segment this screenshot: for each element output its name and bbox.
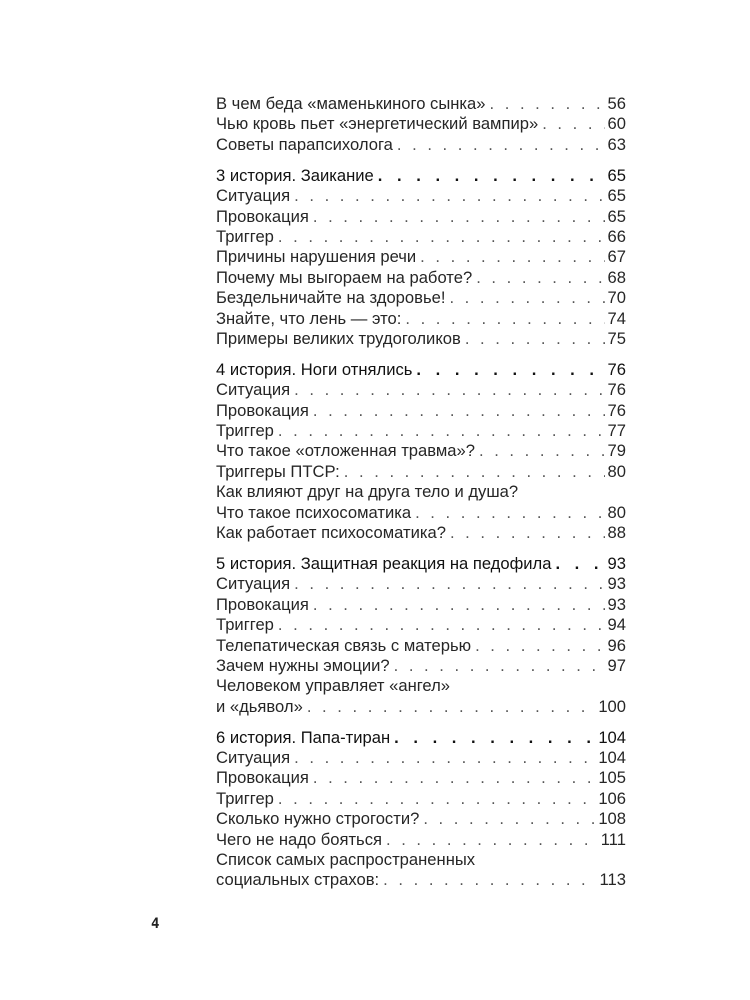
toc-entry — [216, 288, 626, 308]
toc-entry — [216, 207, 626, 227]
toc-entry-page: 67 — [607, 247, 626, 267]
toc-entry — [216, 421, 626, 441]
toc-entry-page: 80 — [607, 461, 626, 481]
toc-entry-title: Ситуация — [216, 186, 291, 206]
leader-dots — [344, 462, 605, 482]
leader-dots — [415, 503, 604, 523]
leader-dots — [386, 830, 598, 850]
toc-entry-title: Триггеры ПТСР: — [216, 461, 340, 481]
toc-entry — [216, 135, 626, 155]
toc-entry-page: 76 — [607, 400, 626, 420]
toc-entry-page: 93 — [607, 574, 626, 594]
toc-entry-title: Триггер — [216, 421, 274, 441]
toc-entry-page: 97 — [607, 655, 626, 675]
toc-entry — [216, 809, 626, 829]
leader-dots — [405, 309, 604, 329]
toc-entry-page: 80 — [607, 502, 626, 522]
toc-entry-page: 108 — [598, 809, 626, 829]
toc-entry-page: 79 — [607, 441, 626, 461]
toc-entry-page: 100 — [598, 696, 626, 716]
leader-dots — [294, 574, 604, 594]
toc-entry — [216, 401, 626, 421]
toc-entry — [216, 768, 626, 788]
toc-entry — [216, 636, 626, 656]
leader-dots — [394, 728, 595, 748]
leader-dots — [313, 595, 605, 615]
toc-entry-title: Почему мы выгораем на работе? — [216, 267, 473, 287]
leader-dots — [294, 748, 595, 768]
leader-dots — [394, 656, 605, 676]
chapter-title: 6 история. Папа-тиран — [216, 727, 391, 747]
leader-dots — [416, 360, 604, 380]
toc-entry — [216, 850, 626, 870]
toc-entry-title: Провокация — [216, 400, 309, 420]
leader-dots — [313, 401, 605, 421]
toc-entry-page: 93 — [607, 594, 626, 614]
toc-entry-title: Советы парапсихолога — [216, 134, 393, 154]
toc-entry-title: Причины нарушения речи — [216, 247, 417, 267]
chapter-title: 5 история. Защитная реакция на педофила — [216, 553, 552, 573]
toc-entry-page: 104 — [598, 748, 626, 768]
toc-entry — [216, 462, 626, 482]
toc-entry — [216, 380, 626, 400]
leader-dots — [278, 789, 595, 809]
chapter-title: 3 история. Заикание — [216, 165, 374, 185]
toc-entry — [216, 186, 626, 206]
toc-section-story-3 — [216, 166, 626, 350]
toc-entry-title: и «дьявол» — [216, 696, 303, 716]
toc-entry-page: 74 — [607, 308, 626, 328]
toc-entry — [216, 441, 626, 461]
toc-entry — [216, 748, 626, 768]
toc-entry — [216, 482, 626, 502]
toc-entry-title: Провокация — [216, 768, 309, 788]
toc-entry — [216, 94, 626, 114]
toc-entry — [216, 227, 626, 247]
toc-entry-title: Ситуация — [216, 748, 291, 768]
toc-entry — [216, 656, 626, 676]
toc-entry — [216, 268, 626, 288]
chapter-heading — [216, 360, 626, 380]
toc-entry-page: 77 — [607, 421, 626, 441]
toc-entry — [216, 830, 626, 850]
toc-entry-title: Ситуация — [216, 380, 291, 400]
leader-dots — [420, 247, 604, 267]
toc-entry-page: 113 — [599, 870, 626, 890]
leader-dots — [278, 615, 605, 635]
toc-entry — [216, 789, 626, 809]
toc-entry-page: 65 — [607, 206, 626, 226]
toc-entry — [216, 309, 626, 329]
toc-entry-page: 105 — [598, 768, 626, 788]
toc-entry-title: Триггер — [216, 615, 274, 635]
toc-entry-title: Провокация — [216, 206, 309, 226]
leader-dots — [423, 809, 595, 829]
toc-entry-page: 88 — [607, 523, 626, 542]
toc-section-continued — [216, 94, 626, 155]
page-number: 4 — [151, 916, 160, 932]
leader-dots — [555, 554, 604, 574]
toc-entry — [216, 503, 626, 523]
toc-entry — [216, 329, 626, 349]
toc-entry-title: Телепатическая связь с матерью — [216, 635, 472, 655]
leader-dots — [278, 421, 605, 441]
toc-entry-title: Ситуация — [216, 574, 291, 594]
toc-entry — [216, 523, 626, 543]
toc-entry-title: В чем беда «маменькиного сынка» — [216, 94, 486, 113]
chapter-page: 93 — [607, 553, 626, 573]
leader-dots — [450, 523, 605, 543]
toc-entry-title: Сколько нужно строгости? — [216, 809, 420, 829]
toc-entry-page: 96 — [607, 635, 626, 655]
toc-entry-page: 60 — [607, 114, 626, 134]
toc-entry-page: 63 — [607, 134, 626, 154]
leader-dots — [378, 166, 605, 186]
leader-dots — [475, 636, 604, 656]
toc-entry — [216, 697, 626, 717]
toc-entry — [216, 595, 626, 615]
chapter-heading — [216, 728, 626, 748]
toc-entry-page: 70 — [607, 288, 626, 308]
leader-dots — [313, 207, 605, 227]
toc-entry — [216, 676, 626, 696]
toc-entry-title: Чего не надо бояться — [216, 829, 382, 849]
leader-dots — [476, 268, 604, 288]
leader-dots — [479, 441, 605, 461]
chapter-page: 76 — [607, 359, 626, 379]
leader-dots — [313, 768, 595, 788]
toc-entry-page: 94 — [607, 615, 626, 635]
toc-entry — [216, 615, 626, 635]
leader-dots — [397, 135, 605, 155]
toc-entry-title: Провокация — [216, 594, 309, 614]
toc-entry-title: Чью кровь пьет «энергетический вампир» — [216, 114, 539, 134]
toc-entry-title: Как работает психосоматика? — [216, 523, 446, 542]
leader-dots — [465, 329, 605, 349]
toc-entry-title: социальных страхов: — [216, 870, 380, 890]
toc-entry-title: Триггер — [216, 788, 274, 808]
leader-dots — [278, 227, 605, 247]
toc-entry-title: Как влияют друг на друга тело и душа? — [216, 482, 519, 502]
toc-entry-title: Триггер — [216, 226, 274, 246]
toc-entry-title: Бездельничайте на здоровье! — [216, 288, 446, 308]
toc-section-story-5 — [216, 554, 626, 717]
toc-entry-title: Знайте, что лень — это: — [216, 308, 402, 328]
chapter-heading — [216, 554, 626, 574]
toc-section-story-6 — [216, 728, 626, 891]
toc-entry — [216, 247, 626, 267]
chapter-title: 4 история. Ноги отнялись — [216, 359, 413, 379]
leader-dots — [294, 380, 604, 400]
toc-entry — [216, 870, 626, 890]
toc-entry-title: Примеры великих трудоголиков — [216, 328, 461, 348]
toc-section-story-4 — [216, 360, 626, 544]
leader-dots — [449, 288, 604, 308]
toc-entry-page: 65 — [607, 186, 626, 206]
toc-entry — [216, 574, 626, 594]
toc-entry-title: Зачем нужны эмоции? — [216, 655, 390, 675]
toc-entry-page: 111 — [600, 829, 626, 849]
leader-dots — [383, 870, 596, 890]
toc-entry — [216, 114, 626, 134]
leader-dots — [307, 697, 595, 717]
toc-entry-title: Человеком управляет «ангел» — [216, 676, 451, 696]
leader-dots — [294, 186, 604, 206]
toc-entry-page: 56 — [607, 94, 626, 113]
chapter-heading — [216, 166, 626, 186]
toc-entry-title: Список самых распространенных — [216, 850, 476, 870]
toc-entry-title: Что такое психосоматика — [216, 502, 412, 522]
toc-entry-title: Что такое «отложенная травма»? — [216, 441, 475, 461]
toc-entry-page: 75 — [607, 328, 626, 348]
toc-entry-page: 106 — [598, 788, 626, 808]
toc-entry-page: 68 — [607, 267, 626, 287]
table-of-contents — [216, 94, 626, 891]
chapter-page: 65 — [607, 165, 626, 185]
toc-entry-page: 66 — [607, 226, 626, 246]
toc-entry-page: 76 — [607, 380, 626, 400]
leader-dots — [490, 94, 605, 114]
chapter-page: 104 — [598, 727, 626, 747]
leader-dots — [542, 114, 604, 134]
